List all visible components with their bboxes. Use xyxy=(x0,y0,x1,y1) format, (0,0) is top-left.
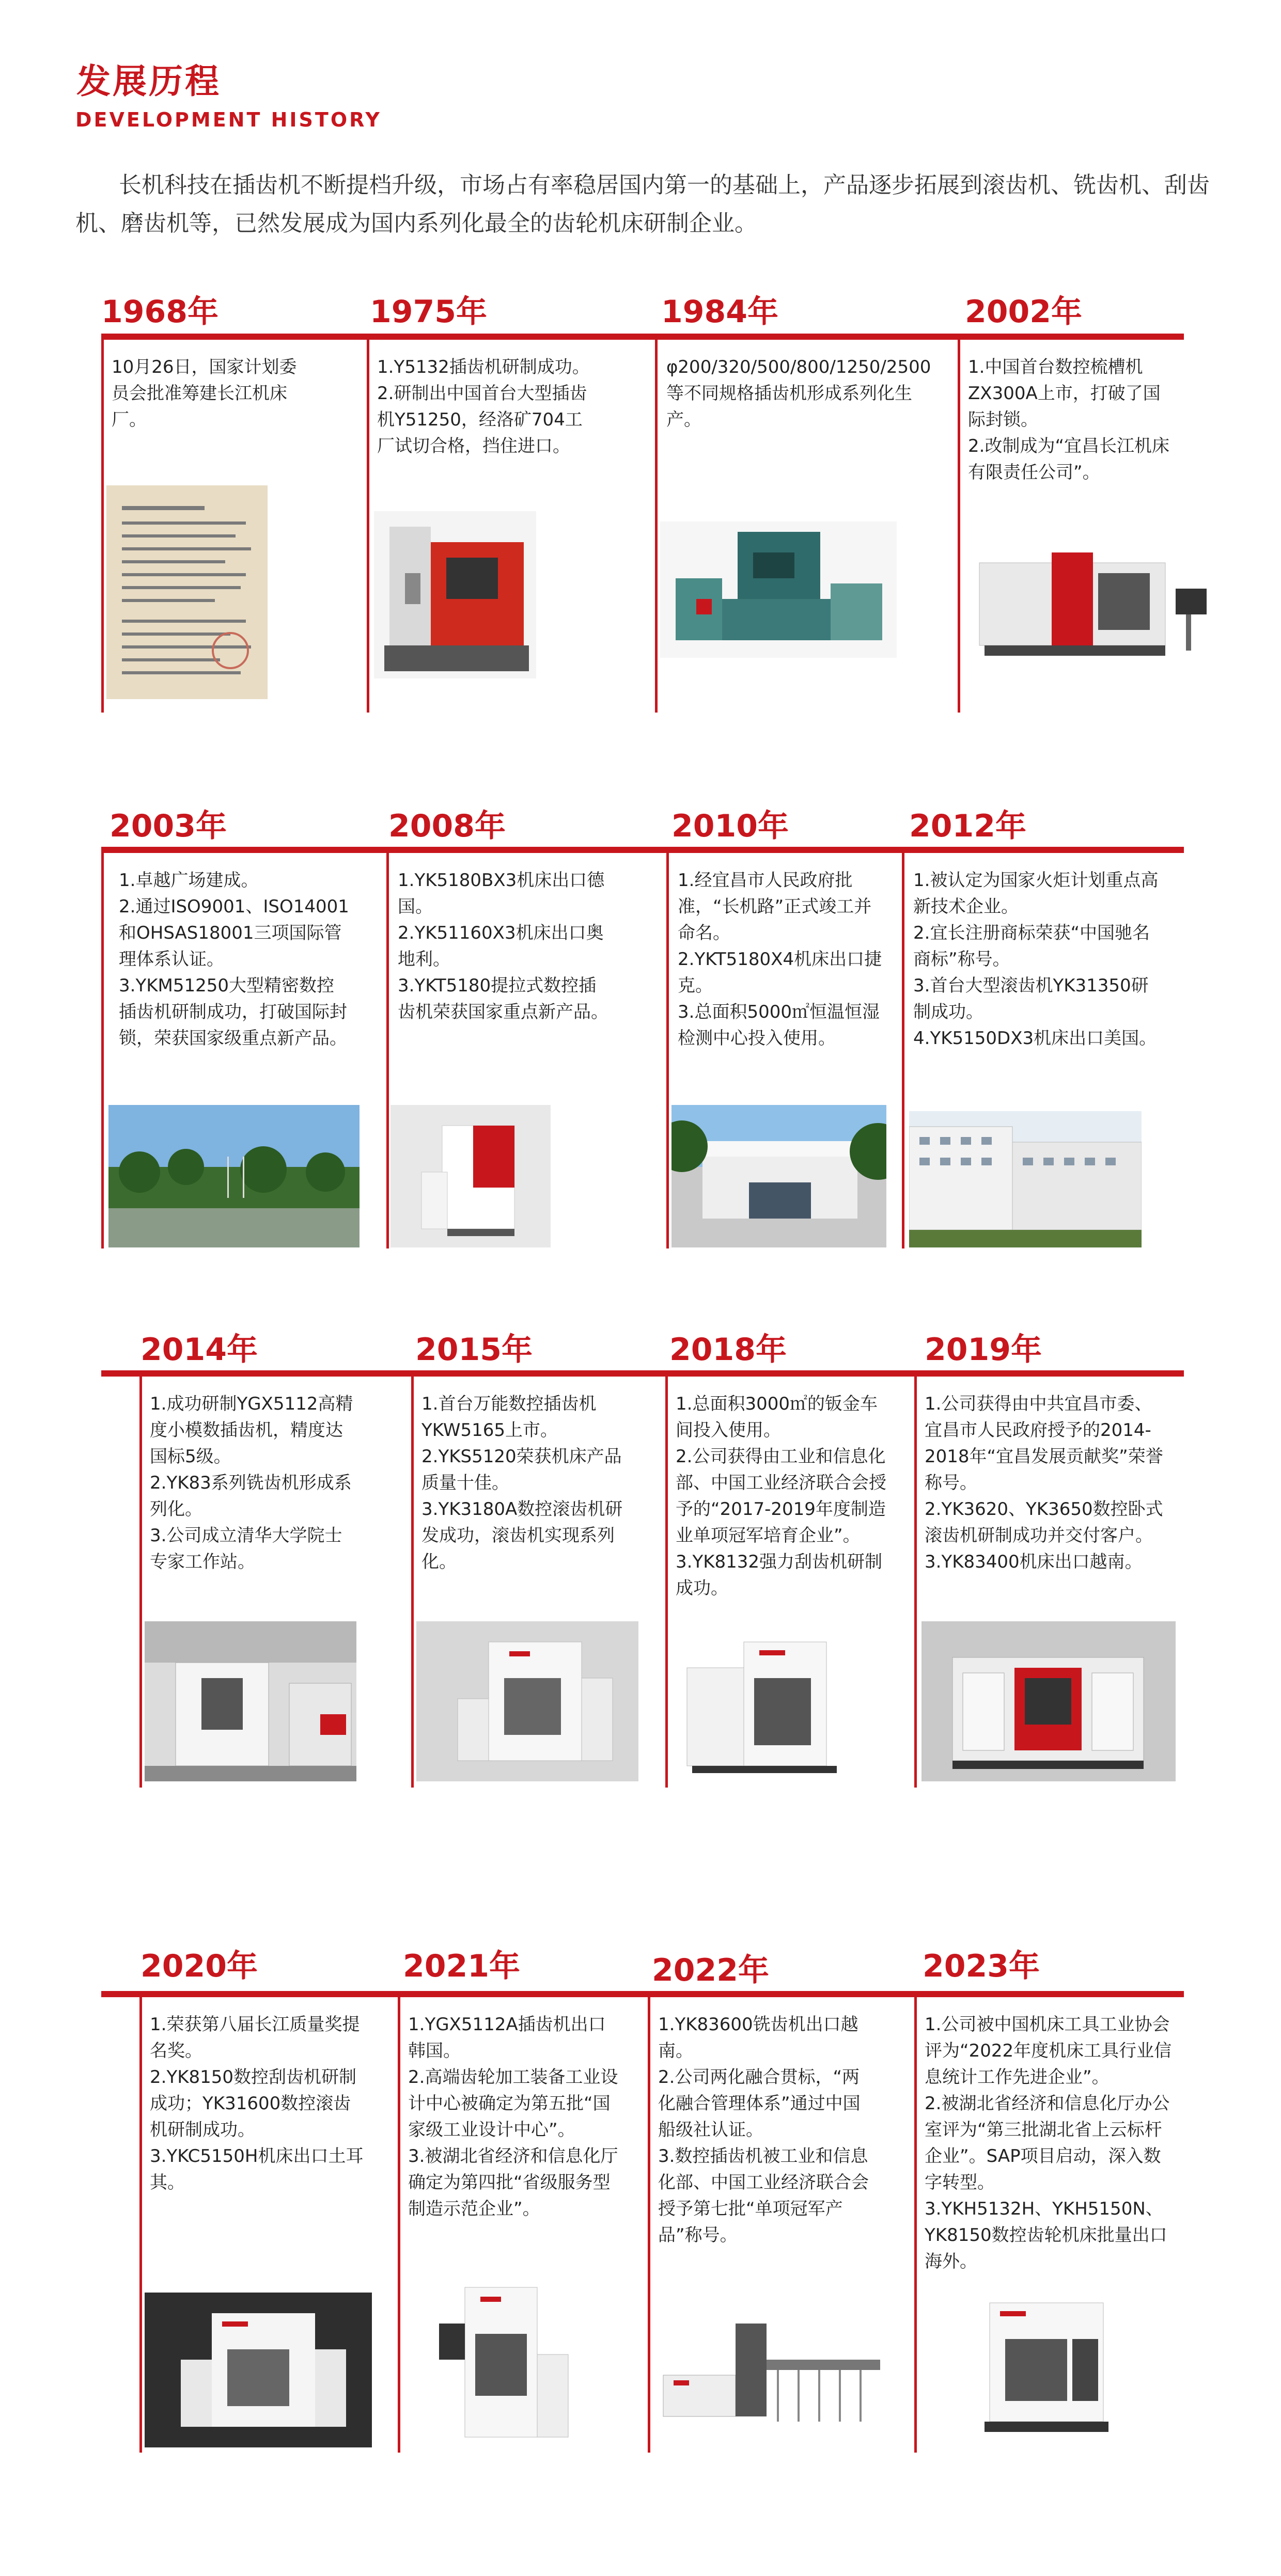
milestone-text: 1.YK83600铣齿机出口越南。 2.公司两化融合贯标，“两化融合管理体系”通过中国船级社认证。 3.数控插齿机被工业和信息化部、中国工业经济联合会授予第七批“单项冠军产品”称号。 xyxy=(658,2014,869,2246)
divider xyxy=(666,849,669,1249)
dark-bg-cnc-photo xyxy=(145,2293,372,2447)
year-label: 2014年 xyxy=(140,1332,258,1368)
year-label: 2021年 xyxy=(403,1948,520,1984)
tall-cnc-photo xyxy=(408,2277,589,2447)
divider xyxy=(411,1372,414,1788)
divider xyxy=(958,336,960,713)
divider xyxy=(648,1993,650,2453)
milestone-text: 1.被认定为国家火炬计划重点高新技术企业。 2.宜长注册商标荣获“中国驰名商标”称号。 3.首台大型滚齿机YK31350研制成功。 4.YK5150DX3机床出口美国。 xyxy=(913,870,1159,1049)
timeline-rule xyxy=(101,1991,1184,1997)
divider xyxy=(101,336,104,713)
grey-cnc-photo xyxy=(416,1621,638,1781)
year-label: 2020年 xyxy=(140,1948,258,1984)
divider xyxy=(386,849,389,1249)
milestone-text: 1.荣获第八届长江质量奖提名奖。 2.YK8150数控刮齿机研制成功；YK31600数控滚齿机研制成功。 3.YKC5150H机床出口土耳其。 xyxy=(150,2014,364,2193)
milestone-text: 1.YGX5112A插齿机出口韩国。 2.高端齿轮加工装备工业设计中心被确定为第五批“国家级工业设计中心”。 3.被湖北省经济和信息化厅确定为第四批“省级服务型制造示范企业”。 xyxy=(408,2014,618,2219)
year-label: 2018年 xyxy=(669,1332,787,1368)
red-door-cnc-photo xyxy=(921,1621,1176,1781)
page-title: 发展历程 xyxy=(76,61,221,101)
year-label: 2008年 xyxy=(388,808,506,844)
year-label: 1975年 xyxy=(370,294,487,330)
milestone-text: 1.中国首台数控梳槽机ZX300A上市，打破了国际封锁。 2.改制成为“宜昌长江机床有限责任公司”。 xyxy=(968,357,1170,483)
milestone-text: 1.成功研制YGX5112高精度小模数插齿机，精度达国标5级。 2.YK83系列铣齿机形成系列化。 3.公司成立清华大学院士专家工作站。 xyxy=(150,1394,353,1572)
workshop-photo xyxy=(145,1621,356,1781)
year-label: 2019年 xyxy=(925,1332,1042,1368)
milestone-text: φ200/320/500/800/1250/2500等不同规格插齿机形成系列化生产。 xyxy=(666,357,931,430)
green-machine-photo xyxy=(660,521,897,658)
milestone-text: 1.Y5132插齿机研制成功。 2.研制出中国首台大型插齿机Y51250，经洛矿704工厂试切合格，挡住进口。 xyxy=(377,357,590,456)
timeline-rule xyxy=(101,334,1184,340)
cnc-machine-photo xyxy=(969,542,1227,659)
milestone-text: 1.卓越广场建成。 2.通过ISO9001、ISO14001和OHSAS18001三项国际管理体系认证。 3.YKM51250大型精密数控插齿机研制成功，打破国际封锁，荣获国家级重点新产品。 xyxy=(119,870,349,1049)
apartment-photo xyxy=(909,1111,1142,1247)
production-line-photo xyxy=(653,2303,891,2437)
milestone-text: 10月26日，国家计划委员会批准筹建长江机床厂。 xyxy=(112,357,297,430)
year-label: 2012年 xyxy=(909,808,1026,844)
milestone-text: 1.YK5180BX3机床出口德国。 2.YK51160X3机床出口奥地利。 3.YKT5180提拉式数控插齿机荣获国家重点新产品。 xyxy=(398,870,608,1022)
year-label: 1984年 xyxy=(661,294,778,330)
divider xyxy=(139,1372,142,1788)
intro-paragraph: 长机科技在插齿机不断提档升级，市场占有率稳居国内第一的基础上，产品逐步拓展到滚齿机、铣齿机、刮齿机、磨齿机等，已然发展成为国内系列化最全的齿轮机床研制企业。 xyxy=(75,172,1210,236)
divider xyxy=(655,336,658,713)
divider xyxy=(101,849,104,1249)
divider xyxy=(914,1993,917,2453)
year-label: 2002年 xyxy=(965,294,1082,330)
divider xyxy=(914,1372,917,1788)
year-label: 2015年 xyxy=(415,1332,533,1368)
divider xyxy=(139,1993,142,2453)
divider xyxy=(902,849,904,1249)
page-subtitle: DEVELOPMENT HISTORY xyxy=(75,108,382,131)
red-machine-photo xyxy=(374,511,536,678)
divider xyxy=(367,336,369,713)
divider xyxy=(665,1372,668,1788)
compact-cnc-photo xyxy=(959,2282,1134,2447)
year-label: 2022年 xyxy=(652,1952,769,1988)
year-label: 2010年 xyxy=(671,808,789,844)
document-photo xyxy=(106,485,268,699)
timeline-rule xyxy=(101,1370,1184,1377)
milestone-text: 1.经宜昌市人民政府批准，“长机路”正式竣工并命名。 2.YKT5180X4机床出口捷克。 3.总面积5000㎡恒温恒湿检测中心投入使用。 xyxy=(678,870,882,1049)
white-red-machine-photo xyxy=(390,1105,551,1247)
year-label: 2023年 xyxy=(923,1948,1040,1984)
milestone-text: 1.总面积3000㎡的钣金车间投入使用。 2.公司获得由工业和信息化部、中国工业经济联合会授予的“2017-2019年度制造业单项冠军培育企业”。 3.YK8132强力刮齿机研制成功。 xyxy=(676,1394,886,1599)
milestone-text: 1.首台万能数控插齿机YKW5165上市。 2.YKS5120荣获机床产品质量十佳。 3.YK3180A数控滚齿机研发成功，滚齿机实现系列化。 xyxy=(421,1394,623,1572)
milestone-text: 1.公司获得由中共宜昌市委、宜昌市人民政府授予的2014-2018年“宜昌发展贡献奖”荣誉称号。 2.YK3620、YK3650数控卧式滚齿机研制成功并交付客户。 3.YK83400机床出口越南。 xyxy=(925,1394,1163,1572)
white-cnc-photo xyxy=(671,1621,857,1781)
timeline-rule xyxy=(101,847,1184,853)
year-label: 1968年 xyxy=(101,294,218,330)
plaza-photo xyxy=(108,1105,360,1247)
milestone-text: 1.公司被中国机床工具工业协会评为“2022年度机床工具行业信息统计工作先进企业”。 2.被湖北省经济和信息化厅办公室评为“第三批湖北省上云标杆企业”。SAP项目启动，深入数字转型。 3.YKH5132H、YKH5150N、YK8150数控齿轮机床批量出口海外。 xyxy=(925,2014,1172,2272)
year-label: 2003年 xyxy=(110,808,227,844)
building-photo xyxy=(671,1105,886,1247)
divider xyxy=(398,1993,400,2453)
